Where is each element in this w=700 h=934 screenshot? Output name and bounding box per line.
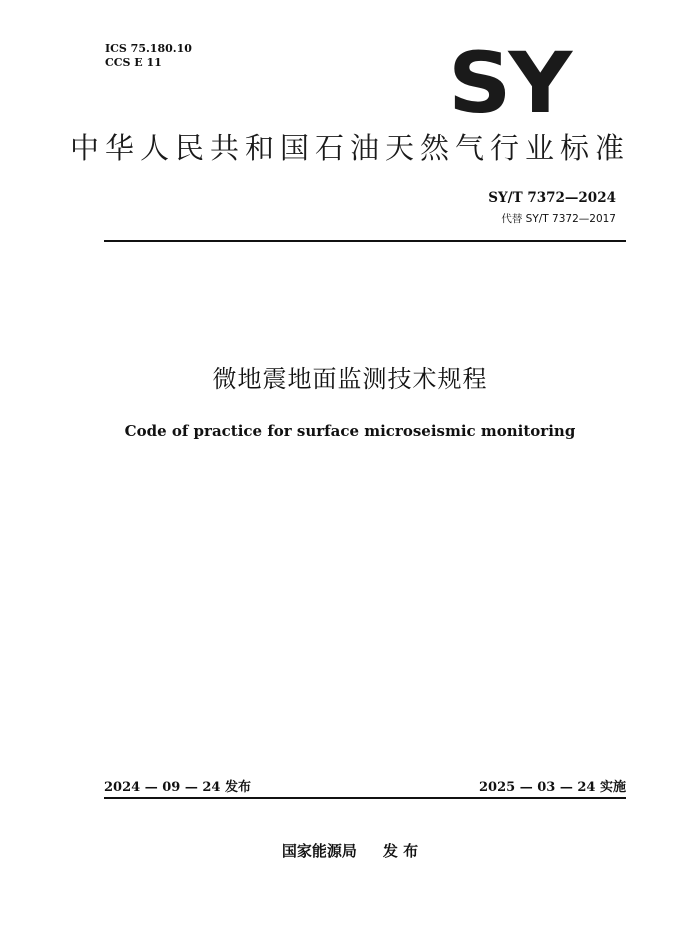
ccs-code: CCS E 11 (105, 56, 162, 69)
standard-number: SY/T 7372—2024 (488, 190, 616, 206)
top-divider (104, 240, 626, 242)
bottom-divider (104, 797, 626, 799)
issue-date: 2024 — 09 — 24 发布 (104, 780, 251, 795)
document-title-english: Code of practice for surface microseismic monitoring (124, 422, 576, 440)
replaces-standard: 代替 SY/T 7372—2017 (501, 213, 616, 225)
sy-logo: SY (448, 34, 570, 132)
publisher-line (0, 840, 700, 862)
document-title-chinese: 微地震地面监测技术规程 (212, 365, 488, 393)
publisher-name: 国家能源局 (281, 842, 357, 860)
publisher-action: 发 布 (382, 842, 419, 860)
ics-code: ICS 75.180.10 (105, 42, 192, 55)
implementation-date: 2025 — 03 — 24 实施 (479, 780, 626, 795)
organization-title: 中华人民共和国石油天然气行业标准 (69, 131, 630, 165)
